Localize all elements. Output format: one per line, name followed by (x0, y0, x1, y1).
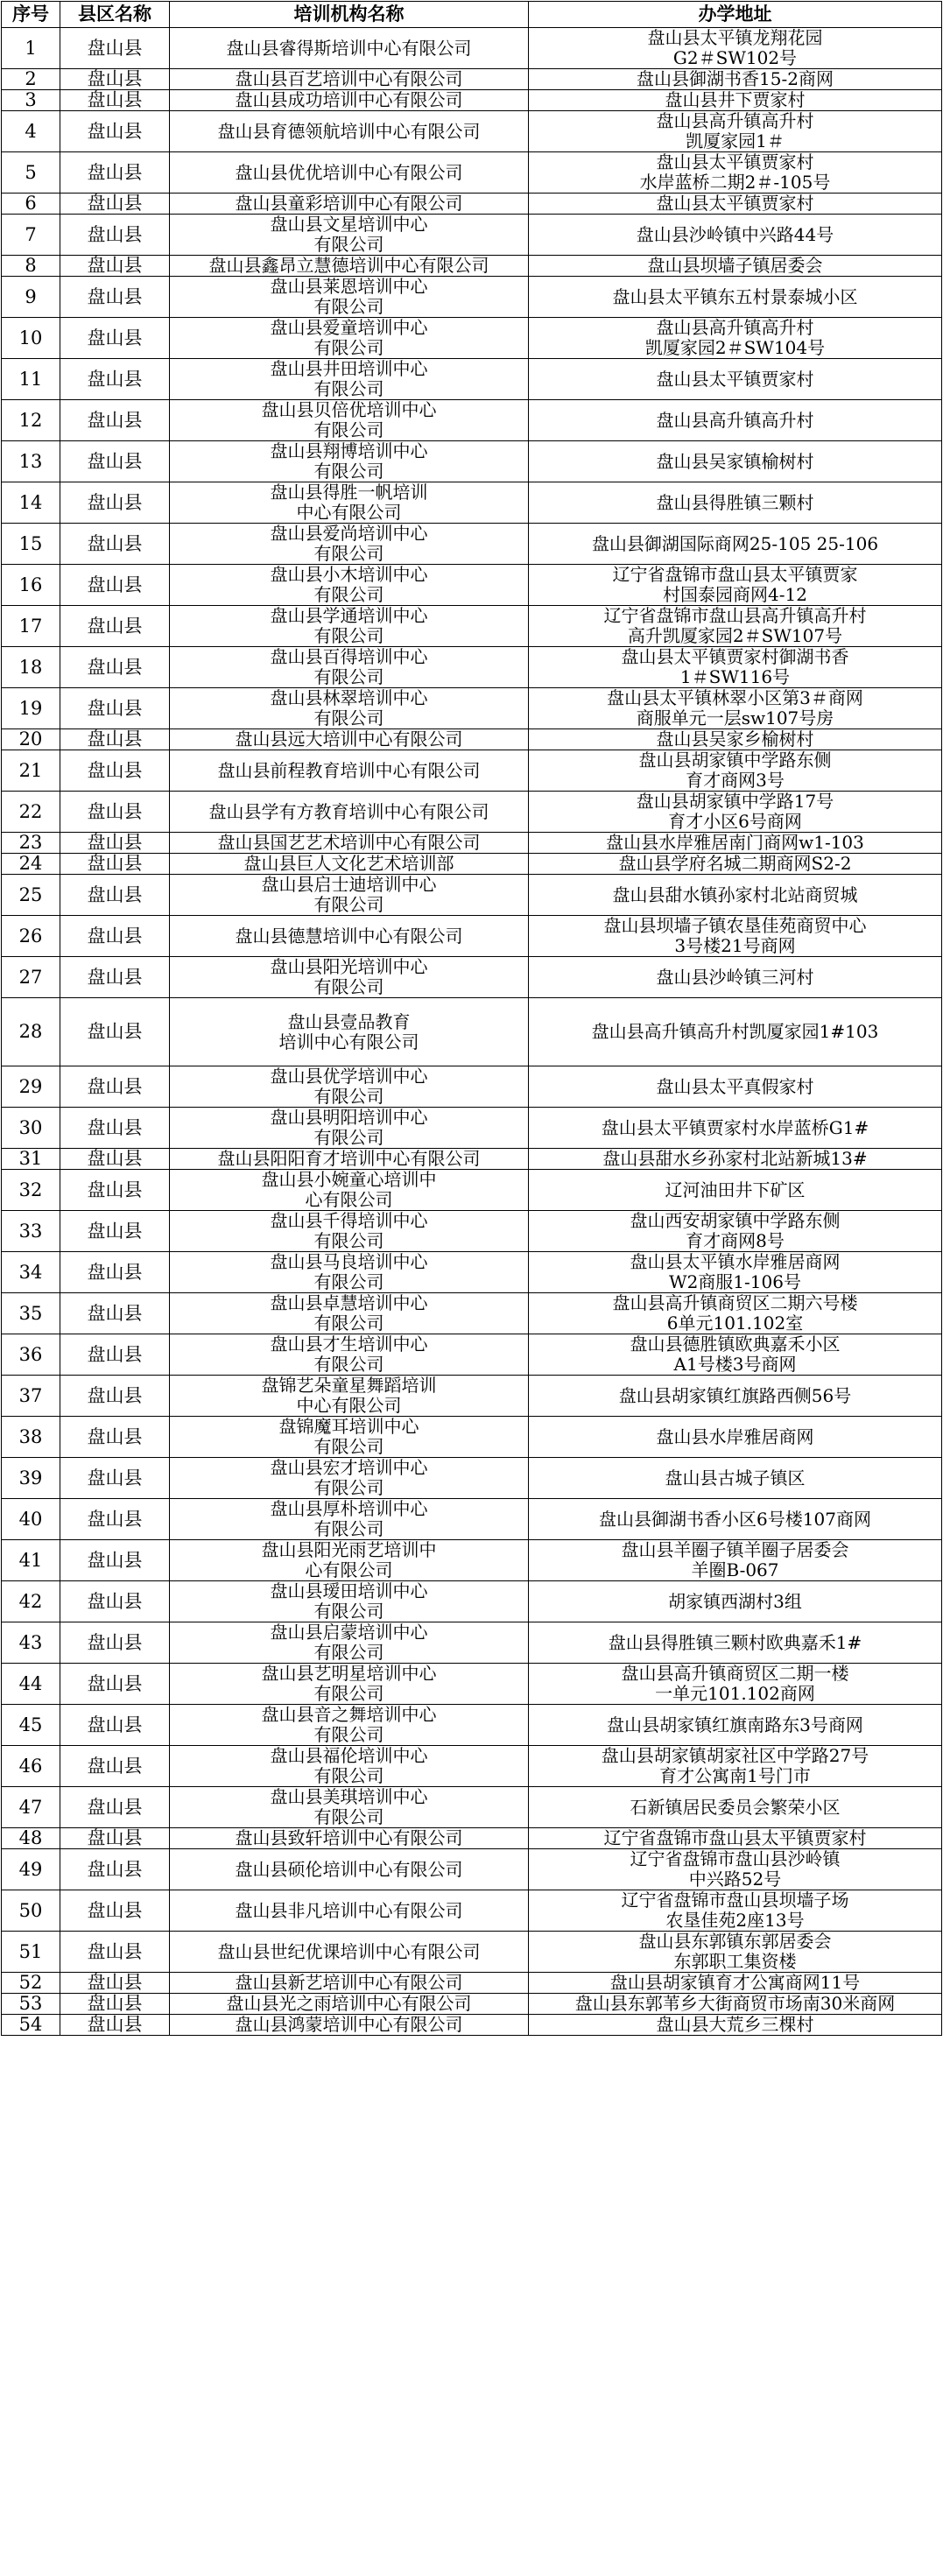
cell-institution-name: 盘山县阳光雨艺培训中 心有限公司 (170, 1540, 529, 1581)
cell-institution-name: 盘山县学有方教育培训中心有限公司 (170, 792, 529, 833)
cell-county: 盘山县 (60, 69, 170, 90)
cell-serial: 44 (2, 1664, 60, 1705)
cell-county: 盘山县 (60, 2015, 170, 2036)
table-row (2, 1211, 942, 1252)
table-row (2, 359, 942, 400)
table-row (2, 194, 942, 215)
cell-county: 盘山县 (60, 256, 170, 277)
cell-serial: 19 (2, 688, 60, 729)
cell-serial: 3 (2, 90, 60, 111)
cell-serial: 8 (2, 256, 60, 277)
cell-institution-name: 盘山县光之雨培训中心有限公司 (170, 1994, 529, 2015)
table-row (2, 688, 942, 729)
cell-institution-name: 盘山县才生培训中心 有限公司 (170, 1334, 529, 1376)
cell-county: 盘山县 (60, 916, 170, 957)
cell-serial: 2 (2, 69, 60, 90)
table-row (2, 1994, 942, 2015)
cell-county: 盘山县 (60, 1994, 170, 2015)
cell-institution-name: 盘山县林翠培训中心 有限公司 (170, 688, 529, 729)
cell-institution-name: 盘山县百艺培训中心有限公司 (170, 69, 529, 90)
cell-address: 盘山县高升镇商贸区二期六号楼 6单元101.102室 (529, 1293, 942, 1334)
cell-institution-name: 盘山县千得培训中心 有限公司 (170, 1211, 529, 1252)
cell-serial: 35 (2, 1293, 60, 1334)
table-row (2, 2015, 942, 2036)
cell-serial: 38 (2, 1417, 60, 1458)
cell-institution-name: 盘山县成功培训中心有限公司 (170, 90, 529, 111)
table-row (2, 833, 942, 854)
cell-address: 胡家镇西湖村3组 (529, 1581, 942, 1622)
cell-county: 盘山县 (60, 277, 170, 318)
cell-institution-name: 盘山县马良培训中心 有限公司 (170, 1252, 529, 1293)
cell-serial: 28 (2, 998, 60, 1066)
cell-institution-name: 盘山县明阳培训中心 有限公司 (170, 1108, 529, 1149)
cell-county: 盘山县 (60, 441, 170, 482)
cell-serial: 36 (2, 1334, 60, 1376)
cell-county: 盘山县 (60, 111, 170, 152)
table-row (2, 69, 942, 90)
cell-address: 盘山县太平镇林翠小区第3＃商网 商服单元一层sw107号房 (529, 688, 942, 729)
cell-serial: 29 (2, 1066, 60, 1108)
cell-institution-name: 盘山县贝倍优培训中心 有限公司 (170, 400, 529, 441)
cell-county: 盘山县 (60, 998, 170, 1066)
header-address: 办学地址 (529, 2, 942, 28)
table-row (2, 1828, 942, 1849)
table-row (2, 1540, 942, 1581)
table-row (2, 1170, 942, 1211)
training-institution-table (1, 1, 942, 2036)
cell-county: 盘山县 (60, 750, 170, 792)
table-row (2, 90, 942, 111)
table-row (2, 1334, 942, 1376)
table-row (2, 729, 942, 750)
cell-institution-name: 盘山县童彩培训中心有限公司 (170, 194, 529, 215)
cell-county: 盘山县 (60, 1170, 170, 1211)
table-row (2, 957, 942, 998)
cell-address: 盘山县太平镇贾家村 (529, 194, 942, 215)
table-row (2, 875, 942, 916)
cell-serial: 33 (2, 1211, 60, 1252)
cell-serial: 21 (2, 750, 60, 792)
cell-county: 盘山县 (60, 606, 170, 647)
table-row (2, 1108, 942, 1149)
table-row (2, 441, 942, 482)
cell-address: 盘山县胡家镇中学路17号 育才小区6号商网 (529, 792, 942, 833)
cell-address: 盘山县胡家镇育才公寓商网11号 (529, 1973, 942, 1994)
cell-serial: 11 (2, 359, 60, 400)
cell-address: 盘山县坝墙子镇农垦佳苑商贸中心 3号楼21号商网 (529, 916, 942, 957)
cell-county: 盘山县 (60, 854, 170, 875)
cell-institution-name: 盘山县莱恩培训中心 有限公司 (170, 277, 529, 318)
cell-county: 盘山县 (60, 482, 170, 524)
cell-address: 盘山县胡家镇红旗路西侧56号 (529, 1376, 942, 1417)
cell-serial: 9 (2, 277, 60, 318)
cell-address: 盘山县太平镇贾家村水岸蓝桥G1# (529, 1108, 942, 1149)
table-row (2, 1252, 942, 1293)
cell-county: 盘山县 (60, 1066, 170, 1108)
cell-serial: 27 (2, 957, 60, 998)
cell-address: 盘山县德胜镇欧典嘉禾小区 A1号楼3号商网 (529, 1334, 942, 1376)
cell-county: 盘山县 (60, 1705, 170, 1746)
header-row (2, 2, 942, 28)
cell-institution-name: 盘山县鑫昂立慧德培训中心有限公司 (170, 256, 529, 277)
cell-institution-name: 盘山县卓慧培训中心 有限公司 (170, 1293, 529, 1334)
cell-serial: 48 (2, 1828, 60, 1849)
table-row (2, 1066, 942, 1108)
cell-county: 盘山县 (60, 957, 170, 998)
table-row (2, 1149, 942, 1170)
cell-address: 盘山县太平真假家村 (529, 1066, 942, 1108)
cell-serial: 20 (2, 729, 60, 750)
cell-address: 盘山县得胜镇三颗村欧典嘉禾1# (529, 1622, 942, 1664)
cell-address: 盘山县甜水镇孙家村北站商贸城 (529, 875, 942, 916)
cell-institution-name: 盘山县音之舞培训中心 有限公司 (170, 1705, 529, 1746)
cell-county: 盘山县 (60, 1973, 170, 1994)
cell-institution-name: 盘山县优优培训中心有限公司 (170, 152, 529, 194)
header-institution: 培训机构名称 (170, 2, 529, 28)
cell-county: 盘山县 (60, 90, 170, 111)
cell-county: 盘山县 (60, 1746, 170, 1787)
cell-address: 盘山县太平镇贾家村御湖书香 1＃SW116号 (529, 647, 942, 688)
cell-serial: 49 (2, 1849, 60, 1890)
cell-serial: 45 (2, 1705, 60, 1746)
cell-institution-name: 盘山县福伦培训中心 有限公司 (170, 1746, 529, 1787)
cell-institution-name: 盘山县艺明星培训中心 有限公司 (170, 1664, 529, 1705)
cell-institution-name: 盘山县翔博培训中心 有限公司 (170, 441, 529, 482)
cell-institution-name: 盘山县优学培训中心 有限公司 (170, 1066, 529, 1108)
cell-address: 盘山县高升镇商贸区二期一楼 一单元101.102商网 (529, 1664, 942, 1705)
cell-county: 盘山县 (60, 1149, 170, 1170)
table-row (2, 606, 942, 647)
cell-county: 盘山县 (60, 792, 170, 833)
table-row (2, 1890, 942, 1932)
cell-county: 盘山县 (60, 524, 170, 565)
table-row (2, 1705, 942, 1746)
cell-address: 盘山县羊圈子镇羊圈子居委会 羊圈B-067 (529, 1540, 942, 1581)
table-row (2, 1417, 942, 1458)
table-row (2, 1932, 942, 1973)
cell-institution-name: 盘山县井田培训中心 有限公司 (170, 359, 529, 400)
cell-county: 盘山县 (60, 1417, 170, 1458)
table-row (2, 1664, 942, 1705)
cell-county: 盘山县 (60, 647, 170, 688)
cell-serial: 32 (2, 1170, 60, 1211)
cell-address: 辽宁省盘锦市盘山县高升镇高升村 高升凯厦家园2＃SW107号 (529, 606, 942, 647)
cell-institution-name: 盘山县瑷田培训中心 有限公司 (170, 1581, 529, 1622)
cell-serial: 52 (2, 1973, 60, 1994)
cell-address: 盘山县太平镇龙翔花园 G2＃SW102号 (529, 28, 942, 69)
cell-county: 盘山县 (60, 1334, 170, 1376)
cell-institution-name: 盘山县学通培训中心 有限公司 (170, 606, 529, 647)
cell-address: 辽宁省盘锦市盘山县坝墙子场 农垦佳苑2座13号 (529, 1890, 942, 1932)
table-row (2, 1581, 942, 1622)
cell-county: 盘山县 (60, 1252, 170, 1293)
cell-institution-name: 盘锦艺朵童星舞蹈培训 中心有限公司 (170, 1376, 529, 1417)
table-row (2, 1622, 942, 1664)
cell-address: 辽河油田井下矿区 (529, 1170, 942, 1211)
cell-serial: 25 (2, 875, 60, 916)
cell-institution-name: 盘山县百得培训中心 有限公司 (170, 647, 529, 688)
cell-county: 盘山县 (60, 400, 170, 441)
table-body (2, 28, 942, 2036)
cell-address: 盘山县学府名城二期商网S2-2 (529, 854, 942, 875)
cell-address: 盘山县高升镇高升村 凯厦家园2＃SW104号 (529, 318, 942, 359)
cell-address: 盘山县水岸雅居南门商网w1-103 (529, 833, 942, 854)
cell-serial: 54 (2, 2015, 60, 2036)
cell-serial: 30 (2, 1108, 60, 1149)
cell-serial: 40 (2, 1499, 60, 1540)
cell-address: 盘山县沙岭镇中兴路44号 (529, 215, 942, 256)
cell-institution-name: 盘山县育德领航培训中心有限公司 (170, 111, 529, 152)
cell-serial: 42 (2, 1581, 60, 1622)
cell-serial: 46 (2, 1746, 60, 1787)
cell-county: 盘山县 (60, 1540, 170, 1581)
cell-county: 盘山县 (60, 1890, 170, 1932)
cell-institution-name: 盘山县厚朴培训中心 有限公司 (170, 1499, 529, 1540)
cell-institution-name: 盘锦魔耳培训中心 有限公司 (170, 1417, 529, 1458)
cell-serial: 7 (2, 215, 60, 256)
cell-county: 盘山县 (60, 28, 170, 69)
cell-address: 盘山县吴家乡榆树村 (529, 729, 942, 750)
table-row (2, 1376, 942, 1417)
table-row (2, 1973, 942, 1994)
cell-serial: 14 (2, 482, 60, 524)
cell-serial: 15 (2, 524, 60, 565)
cell-institution-name: 盘山县前程教育培训中心有限公司 (170, 750, 529, 792)
cell-address: 盘山县吴家镇榆树村 (529, 441, 942, 482)
cell-institution-name: 盘山县爱尚培训中心 有限公司 (170, 524, 529, 565)
cell-address: 盘山县太平镇贾家村 (529, 359, 942, 400)
cell-county: 盘山县 (60, 215, 170, 256)
cell-address: 辽宁省盘锦市盘山县太平镇贾家 村国泰园商网4-12 (529, 565, 942, 606)
cell-serial: 17 (2, 606, 60, 647)
cell-county: 盘山县 (60, 1211, 170, 1252)
cell-county: 盘山县 (60, 359, 170, 400)
cell-institution-name: 盘山县启士迪培训中心 有限公司 (170, 875, 529, 916)
cell-county: 盘山县 (60, 1581, 170, 1622)
table-row (2, 998, 942, 1066)
cell-address: 盘山县高升镇高升村凯厦家园1#103 (529, 998, 942, 1066)
header-serial: 序号 (2, 2, 60, 28)
cell-county: 盘山县 (60, 318, 170, 359)
table-row (2, 482, 942, 524)
cell-institution-name: 盘山县国艺艺术培训中心有限公司 (170, 833, 529, 854)
cell-address: 盘山县御湖书香15-2商网 (529, 69, 942, 90)
table-row (2, 792, 942, 833)
cell-institution-name: 盘山县睿得斯培训中心有限公司 (170, 28, 529, 69)
cell-institution-name: 盘山县远大培训中心有限公司 (170, 729, 529, 750)
cell-serial: 50 (2, 1890, 60, 1932)
cell-serial: 43 (2, 1622, 60, 1664)
cell-address: 盘山县古城子镇区 (529, 1458, 942, 1499)
table-row (2, 318, 942, 359)
cell-address: 盘山县太平镇水岸雅居商网 W2商服1-106号 (529, 1252, 942, 1293)
cell-serial: 18 (2, 647, 60, 688)
cell-institution-name: 盘山县硕伦培训中心有限公司 (170, 1849, 529, 1890)
cell-county: 盘山县 (60, 729, 170, 750)
cell-address: 盘山县御湖国际商网25-105 25-106 (529, 524, 942, 565)
cell-institution-name: 盘山县致轩培训中心有限公司 (170, 1828, 529, 1849)
cell-address: 盘山县胡家镇红旗南路东3号商网 (529, 1705, 942, 1746)
cell-address: 盘山县胡家镇中学路东侧 育才商网3号 (529, 750, 942, 792)
table-row (2, 750, 942, 792)
cell-county: 盘山县 (60, 152, 170, 194)
cell-serial: 51 (2, 1932, 60, 1973)
table-row (2, 277, 942, 318)
cell-serial: 37 (2, 1376, 60, 1417)
cell-institution-name: 盘山县阳阳育才培训中心有限公司 (170, 1149, 529, 1170)
cell-institution-name: 盘山县非凡培训中心有限公司 (170, 1890, 529, 1932)
cell-address: 盘山县太平镇贾家村 水岸蓝桥二期2＃-105号 (529, 152, 942, 194)
cell-serial: 39 (2, 1458, 60, 1499)
table-row (2, 854, 942, 875)
cell-serial: 41 (2, 1540, 60, 1581)
cell-address: 盘山县东郭苇乡大街商贸市场南30米商网 (529, 1994, 942, 2015)
cell-address: 石新镇居民委员会繁荣小区 (529, 1787, 942, 1828)
cell-address: 盘山县坝墙子镇居委会 (529, 256, 942, 277)
cell-address: 盘山县井下贾家村 (529, 90, 942, 111)
cell-county: 盘山县 (60, 1828, 170, 1849)
cell-institution-name: 盘山县德慧培训中心有限公司 (170, 916, 529, 957)
cell-serial: 34 (2, 1252, 60, 1293)
cell-county: 盘山县 (60, 833, 170, 854)
cell-institution-name: 盘山县鸿蒙培训中心有限公司 (170, 2015, 529, 2036)
cell-institution-name: 盘山县启蒙培训中心 有限公司 (170, 1622, 529, 1664)
cell-county: 盘山县 (60, 1622, 170, 1664)
cell-serial: 24 (2, 854, 60, 875)
table-row (2, 215, 942, 256)
table-row (2, 1746, 942, 1787)
table-row (2, 111, 942, 152)
table-row (2, 1849, 942, 1890)
cell-institution-name: 盘山县文星培训中心 有限公司 (170, 215, 529, 256)
cell-serial: 26 (2, 916, 60, 957)
cell-county: 盘山县 (60, 194, 170, 215)
header-county: 县区名称 (60, 2, 170, 28)
cell-institution-name: 盘山县巨人文化艺术培训部 (170, 854, 529, 875)
cell-serial: 6 (2, 194, 60, 215)
cell-serial: 13 (2, 441, 60, 482)
cell-county: 盘山县 (60, 688, 170, 729)
cell-serial: 31 (2, 1149, 60, 1170)
cell-county: 盘山县 (60, 875, 170, 916)
table-row (2, 647, 942, 688)
cell-institution-name: 盘山县美琪培训中心 有限公司 (170, 1787, 529, 1828)
cell-institution-name: 盘山县世纪优课培训中心有限公司 (170, 1932, 529, 1973)
cell-serial: 22 (2, 792, 60, 833)
cell-county: 盘山县 (60, 565, 170, 606)
cell-institution-name: 盘山县阳光培训中心 有限公司 (170, 957, 529, 998)
cell-address: 盘山县东郭镇东郭居委会 东郭职工集资楼 (529, 1932, 942, 1973)
table-row (2, 28, 942, 69)
cell-county: 盘山县 (60, 1108, 170, 1149)
cell-county: 盘山县 (60, 1293, 170, 1334)
cell-institution-name: 盘山县宏才培训中心 有限公司 (170, 1458, 529, 1499)
cell-county: 盘山县 (60, 1932, 170, 1973)
cell-serial: 47 (2, 1787, 60, 1828)
cell-county: 盘山县 (60, 1787, 170, 1828)
table-row (2, 565, 942, 606)
cell-address: 盘山县甜水乡孙家村北站新城13# (529, 1149, 942, 1170)
cell-address: 盘山县得胜镇三颗村 (529, 482, 942, 524)
cell-address: 盘山县高升镇高升村 (529, 400, 942, 441)
cell-serial: 53 (2, 1994, 60, 2015)
cell-address: 盘山县高升镇高升村 凯厦家园1＃ (529, 111, 942, 152)
table-row (2, 400, 942, 441)
cell-institution-name: 盘山县爱童培训中心 有限公司 (170, 318, 529, 359)
cell-address: 辽宁省盘锦市盘山县太平镇贾家村 (529, 1828, 942, 1849)
cell-institution-name: 盘山县小木培训中心 有限公司 (170, 565, 529, 606)
cell-institution-name: 盘山县得胜一帆培训 中心有限公司 (170, 482, 529, 524)
table-row (2, 1458, 942, 1499)
table-row (2, 1293, 942, 1334)
cell-serial: 12 (2, 400, 60, 441)
cell-serial: 23 (2, 833, 60, 854)
cell-serial: 5 (2, 152, 60, 194)
cell-address: 盘山县沙岭镇三河村 (529, 957, 942, 998)
cell-county: 盘山县 (60, 1376, 170, 1417)
cell-serial: 10 (2, 318, 60, 359)
cell-address: 辽宁省盘锦市盘山县沙岭镇 中兴路52号 (529, 1849, 942, 1890)
cell-institution-name: 盘山县壹品教育 培训中心有限公司 (170, 998, 529, 1066)
cell-county: 盘山县 (60, 1849, 170, 1890)
cell-county: 盘山县 (60, 1458, 170, 1499)
cell-serial: 4 (2, 111, 60, 152)
cell-county: 盘山县 (60, 1664, 170, 1705)
cell-address: 盘山县大荒乡三棵村 (529, 2015, 942, 2036)
cell-institution-name: 盘山县小婉童心培训中 心有限公司 (170, 1170, 529, 1211)
cell-serial: 1 (2, 28, 60, 69)
table-row (2, 1499, 942, 1540)
table-row (2, 152, 942, 194)
table-row (2, 916, 942, 957)
cell-serial: 16 (2, 565, 60, 606)
cell-address: 盘山县太平镇东五村景泰城小区 (529, 277, 942, 318)
table-row (2, 256, 942, 277)
table-row (2, 524, 942, 565)
cell-institution-name: 盘山县新艺培训中心有限公司 (170, 1973, 529, 1994)
cell-address: 盘山县御湖书香小区6号楼107商网 (529, 1499, 942, 1540)
cell-county: 盘山县 (60, 1499, 170, 1540)
cell-address: 盘山西安胡家镇中学路东侧 育才商网8号 (529, 1211, 942, 1252)
cell-address: 盘山县胡家镇胡家社区中学路27号 育才公寓南1号门市 (529, 1746, 942, 1787)
table-row (2, 1787, 942, 1828)
cell-address: 盘山县水岸雅居商网 (529, 1417, 942, 1458)
